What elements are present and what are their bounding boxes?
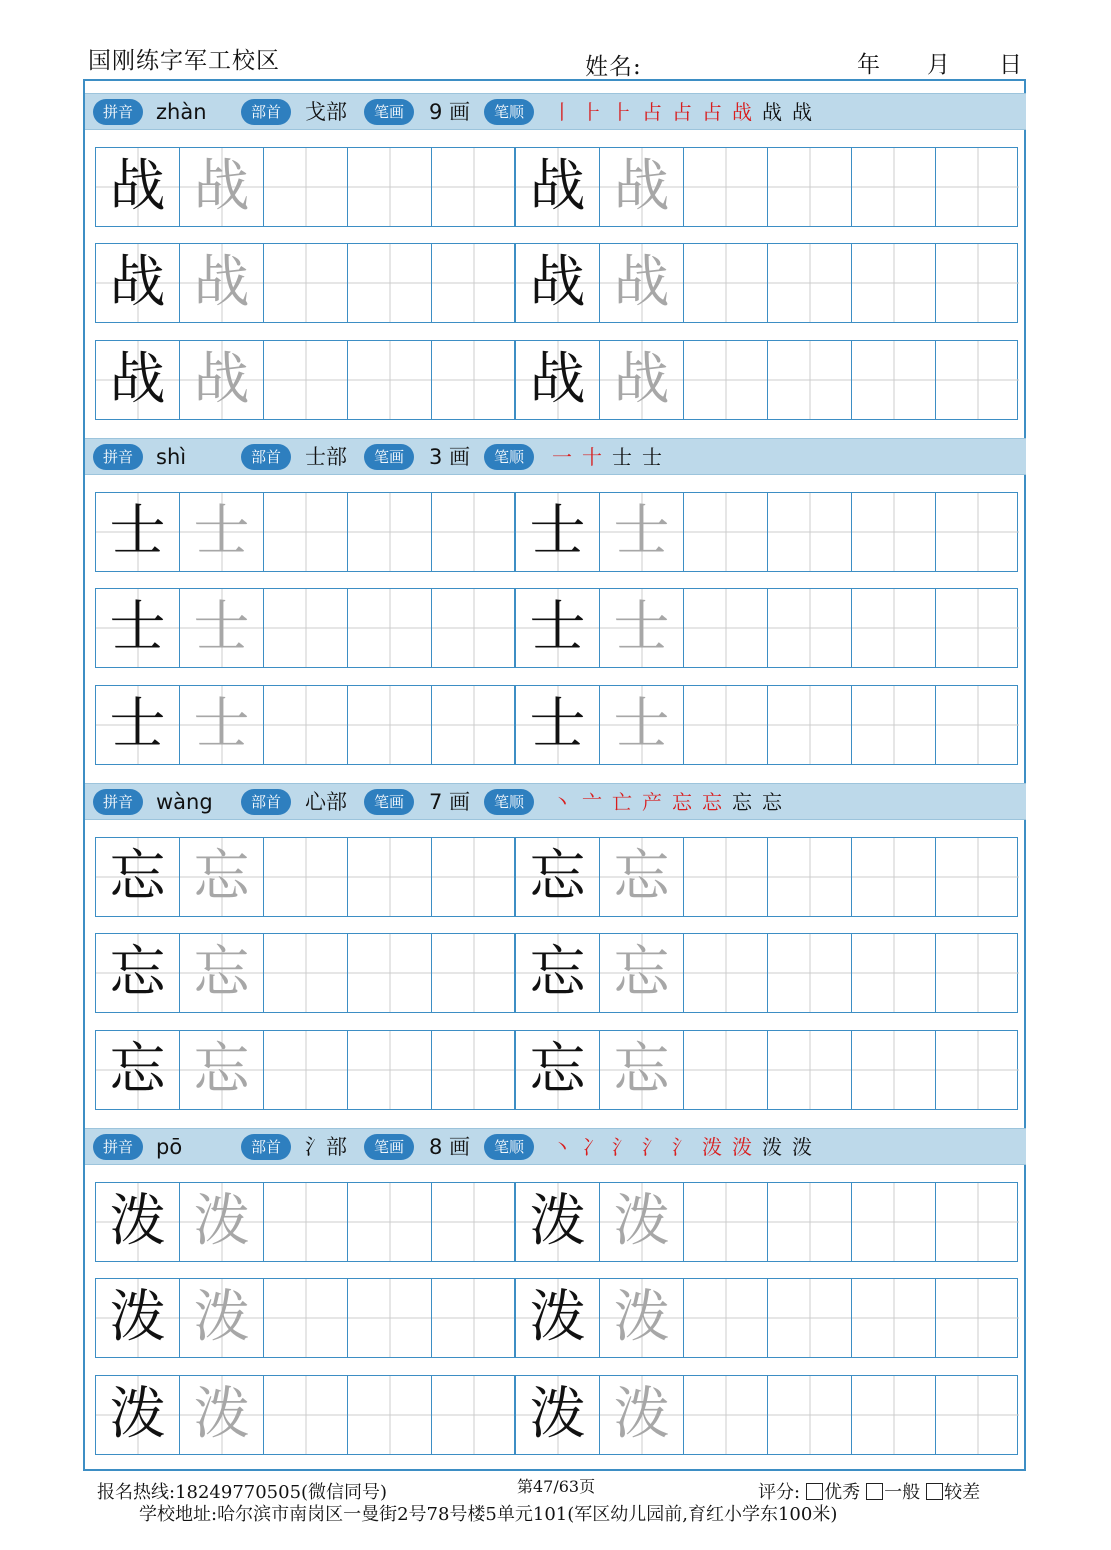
trace-character: 士	[193, 499, 250, 564]
practice-cell[interactable]	[348, 148, 432, 226]
practice-cell[interactable]	[180, 838, 264, 916]
radical-value: 戈部	[305, 100, 347, 124]
model-character: 忘	[529, 844, 586, 909]
practice-cell[interactable]	[180, 493, 264, 571]
practice-row	[95, 837, 1018, 917]
rating-option-average: 一般	[884, 1482, 921, 1503]
practice-cell[interactable]	[264, 686, 348, 764]
stroke-step: 氵	[672, 1135, 693, 1159]
month-label: 月	[927, 52, 950, 78]
model-character: 战	[109, 154, 166, 219]
stroke-step: 泼	[792, 1135, 813, 1159]
stroke-step: 战	[732, 100, 753, 124]
trace-character: 泼	[193, 1285, 250, 1350]
practice-cell[interactable]	[264, 244, 348, 322]
practice-cell[interactable]	[96, 934, 180, 1012]
practice-cell[interactable]	[852, 934, 936, 1012]
stroke-step: 亠	[582, 790, 603, 814]
practice-cell[interactable]	[180, 686, 264, 764]
trace-character: 忘	[193, 844, 250, 909]
practice-cell[interactable]	[516, 589, 600, 667]
model-character: 泼	[529, 1285, 586, 1350]
practice-cell[interactable]	[684, 1031, 768, 1109]
stroke-step: 战	[792, 100, 813, 124]
practice-row	[95, 1030, 1018, 1110]
practice-cell[interactable]	[600, 1376, 684, 1454]
practice-cell[interactable]	[96, 686, 180, 764]
model-character: 战	[109, 347, 166, 412]
name-label: 姓名:	[585, 54, 642, 80]
radical-value: 心部	[305, 790, 347, 814]
year-label: 年	[857, 52, 880, 78]
trace-character: 战	[193, 250, 250, 315]
practice-row	[95, 1182, 1018, 1262]
practice-cell[interactable]	[936, 493, 1019, 571]
practice-cell[interactable]	[600, 589, 684, 667]
practice-cell[interactable]	[432, 148, 516, 226]
practice-cell[interactable]	[768, 589, 852, 667]
practice-row	[95, 933, 1018, 1013]
practice-cell[interactable]	[264, 1376, 348, 1454]
practice-cell[interactable]	[180, 1031, 264, 1109]
radical-value: 士部	[305, 445, 347, 469]
stroke-count-value: 8 画	[429, 1135, 471, 1159]
model-character: 士	[529, 499, 586, 564]
practice-row	[95, 588, 1018, 668]
practice-cell[interactable]	[264, 1031, 348, 1109]
practice-cell[interactable]	[768, 341, 852, 419]
practice-cell[interactable]	[684, 493, 768, 571]
practice-cell[interactable]	[768, 1031, 852, 1109]
radical-tag: 部首	[241, 99, 291, 125]
school-address: 学校地址:哈尔滨市南岗区一曼街2号78号楼5单元101(军区幼儿园前,育红小学东100米)	[139, 1504, 838, 1525]
trace-character: 战	[613, 347, 670, 412]
model-character: 泼	[109, 1382, 166, 1447]
stroke-order-tag: 笔顺	[484, 789, 534, 815]
practice-cell[interactable]	[936, 589, 1019, 667]
rating-label: 评分:	[758, 1482, 801, 1503]
character-info-bar	[85, 1128, 1026, 1165]
practice-cell[interactable]	[96, 244, 180, 322]
practice-cell[interactable]	[348, 1183, 432, 1261]
practice-cell[interactable]	[264, 934, 348, 1012]
practice-cell[interactable]	[936, 1376, 1019, 1454]
model-character: 战	[529, 250, 586, 315]
practice-cell[interactable]	[180, 1376, 264, 1454]
practice-cell[interactable]	[516, 838, 600, 916]
practice-row	[95, 685, 1018, 765]
stroke-step: 丨	[552, 100, 573, 124]
practice-cell[interactable]	[348, 589, 432, 667]
character-section	[83, 783, 1028, 1128]
practice-cell[interactable]	[180, 934, 264, 1012]
rating-option-excellent: 优秀	[824, 1482, 861, 1503]
practice-cell[interactable]	[852, 1031, 936, 1109]
practice-cell[interactable]	[348, 244, 432, 322]
trace-character: 忘	[193, 940, 250, 1005]
model-character: 忘	[529, 1037, 586, 1102]
hotline-text: 报名热线:18249770505(微信同号)	[97, 1482, 388, 1503]
practice-cell[interactable]	[936, 838, 1019, 916]
stroke-step: 氵	[612, 1135, 633, 1159]
character-section	[83, 438, 1028, 783]
practice-cell[interactable]	[348, 341, 432, 419]
practice-cell[interactable]	[852, 244, 936, 322]
trace-character: 战	[193, 347, 250, 412]
practice-cell[interactable]	[432, 1376, 516, 1454]
trace-character: 忘	[193, 1037, 250, 1102]
stroke-step: 泼	[732, 1135, 753, 1159]
practice-cell[interactable]	[96, 838, 180, 916]
practice-cell[interactable]	[96, 589, 180, 667]
practice-cell[interactable]	[768, 1279, 852, 1357]
stroke-count-tag: 笔画	[364, 444, 414, 470]
practice-cell[interactable]	[768, 686, 852, 764]
stroke-step: 氵	[642, 1135, 663, 1159]
practice-cell[interactable]	[852, 686, 936, 764]
day-label: 日	[999, 52, 1022, 78]
model-character: 士	[529, 692, 586, 757]
model-character: 忘	[109, 940, 166, 1005]
practice-cell[interactable]	[684, 1183, 768, 1261]
practice-cell[interactable]	[264, 341, 348, 419]
practice-cell[interactable]	[180, 589, 264, 667]
stroke-order-sequence	[552, 442, 672, 472]
practice-cell[interactable]	[264, 493, 348, 571]
trace-character: 忘	[613, 940, 670, 1005]
practice-cell[interactable]	[600, 934, 684, 1012]
practice-cell[interactable]	[684, 341, 768, 419]
practice-cell[interactable]	[96, 1376, 180, 1454]
practice-cell[interactable]	[348, 686, 432, 764]
practice-cell[interactable]	[516, 1031, 600, 1109]
practice-cell[interactable]	[768, 148, 852, 226]
stroke-order-tag: 笔顺	[484, 99, 534, 125]
practice-cell[interactable]	[180, 341, 264, 419]
practice-cell[interactable]	[96, 1031, 180, 1109]
practice-cell[interactable]	[600, 493, 684, 571]
stroke-count-value: 7 画	[429, 790, 471, 814]
pinyin-value: zhàn	[156, 100, 207, 124]
practice-cell[interactable]	[516, 493, 600, 571]
rating-checkbox-poor[interactable]	[926, 1483, 943, 1500]
radical-tag: 部首	[241, 444, 291, 470]
practice-cell[interactable]	[348, 838, 432, 916]
practice-cell[interactable]	[516, 686, 600, 764]
practice-cell[interactable]	[600, 148, 684, 226]
character-info-bar	[85, 93, 1026, 130]
practice-cell[interactable]	[600, 244, 684, 322]
stroke-order-tag: 笔顺	[484, 444, 534, 470]
stroke-order-sequence	[552, 97, 822, 127]
trace-character: 忘	[613, 1037, 670, 1102]
practice-cell[interactable]	[516, 1376, 600, 1454]
stroke-step: ⺊	[612, 100, 633, 124]
practice-cell[interactable]	[96, 148, 180, 226]
character-section	[83, 93, 1028, 438]
trace-character: 泼	[613, 1189, 670, 1254]
practice-cell[interactable]	[768, 838, 852, 916]
rating-option-poor: 较差	[944, 1482, 981, 1503]
stroke-step: 忘	[672, 790, 693, 814]
practice-cell[interactable]	[516, 1183, 600, 1261]
trace-character: 忘	[613, 844, 670, 909]
practice-cell[interactable]	[852, 1279, 936, 1357]
pinyin-value: wàng	[156, 790, 213, 814]
practice-cell[interactable]	[96, 493, 180, 571]
practice-cell[interactable]	[432, 589, 516, 667]
radical-tag: 部首	[241, 789, 291, 815]
stroke-count-value: 3 画	[429, 445, 471, 469]
page-footer	[0, 1474, 1111, 1550]
stroke-step: 士	[642, 445, 663, 469]
pinyin-value: shì	[156, 445, 187, 469]
practice-cell[interactable]	[936, 148, 1019, 226]
stroke-count-tag: 笔画	[364, 99, 414, 125]
practice-cell[interactable]	[852, 341, 936, 419]
character-section	[83, 1128, 1028, 1473]
practice-cell[interactable]	[432, 493, 516, 571]
model-character: 泼	[109, 1285, 166, 1350]
trace-character: 士	[193, 595, 250, 660]
practice-cell[interactable]	[936, 934, 1019, 1012]
practice-cell[interactable]	[768, 1376, 852, 1454]
model-character: 战	[529, 347, 586, 412]
model-character: 忘	[109, 1037, 166, 1102]
practice-cell[interactable]	[684, 148, 768, 226]
practice-cell[interactable]	[180, 148, 264, 226]
pinyin-tag: 拼音	[93, 789, 143, 815]
stroke-step: 占	[672, 100, 693, 124]
practice-cell[interactable]	[768, 1183, 852, 1261]
trace-character: 士	[193, 692, 250, 757]
model-character: 泼	[529, 1382, 586, 1447]
practice-cell[interactable]	[348, 934, 432, 1012]
practice-cell[interactable]	[684, 1279, 768, 1357]
model-character: 泼	[109, 1189, 166, 1254]
model-character: 忘	[109, 844, 166, 909]
model-character: 士	[529, 595, 586, 660]
trace-character: 泼	[193, 1189, 250, 1254]
practice-cell[interactable]	[264, 148, 348, 226]
stroke-count-tag: 笔画	[364, 789, 414, 815]
rating-checkbox-average[interactable]	[866, 1483, 883, 1500]
practice-cell[interactable]	[264, 1279, 348, 1357]
character-info-bar	[85, 438, 1026, 475]
page-number: 第47/63页	[517, 1477, 596, 1496]
practice-cell[interactable]	[936, 1031, 1019, 1109]
practice-cell[interactable]	[516, 934, 600, 1012]
stroke-step: 丶	[552, 790, 573, 814]
rating-checkbox-excellent[interactable]	[806, 1483, 823, 1500]
model-character: 士	[109, 499, 166, 564]
stroke-step: ⺊	[582, 100, 603, 124]
practice-cell[interactable]	[516, 1279, 600, 1357]
practice-cell[interactable]	[432, 934, 516, 1012]
stroke-step: 产	[642, 790, 663, 814]
practice-cell[interactable]	[600, 686, 684, 764]
trace-character: 泼	[613, 1285, 670, 1350]
trace-character: 士	[613, 499, 670, 564]
practice-cell[interactable]	[684, 244, 768, 322]
trace-character: 士	[613, 692, 670, 757]
practice-cell[interactable]	[684, 589, 768, 667]
stroke-step: 占	[702, 100, 723, 124]
practice-cell[interactable]	[516, 148, 600, 226]
stroke-step: 泼	[762, 1135, 783, 1159]
stroke-step: 十	[582, 445, 603, 469]
stroke-order-sequence	[552, 1132, 822, 1162]
practice-cell[interactable]	[348, 493, 432, 571]
trace-character: 泼	[193, 1382, 250, 1447]
pinyin-tag: 拼音	[93, 444, 143, 470]
practice-cell[interactable]	[936, 244, 1019, 322]
model-character: 士	[109, 692, 166, 757]
practice-cell[interactable]	[936, 686, 1019, 764]
practice-cell[interactable]	[264, 589, 348, 667]
practice-cell[interactable]	[600, 838, 684, 916]
practice-cell[interactable]	[432, 686, 516, 764]
practice-cell[interactable]	[348, 1031, 432, 1109]
practice-cell[interactable]	[432, 341, 516, 419]
practice-cell[interactable]	[768, 244, 852, 322]
practice-cell[interactable]	[768, 934, 852, 1012]
practice-cell[interactable]	[852, 1183, 936, 1261]
practice-cell[interactable]	[852, 589, 936, 667]
practice-cell[interactable]	[600, 1031, 684, 1109]
stroke-step: 忘	[702, 790, 723, 814]
stroke-step: 亡	[612, 790, 633, 814]
practice-cell[interactable]	[96, 1279, 180, 1357]
practice-cell[interactable]	[432, 838, 516, 916]
practice-cell[interactable]	[852, 838, 936, 916]
practice-cell[interactable]	[768, 493, 852, 571]
radical-value: 氵部	[305, 1135, 347, 1159]
stroke-step: 战	[762, 100, 783, 124]
stroke-step: 忘	[762, 790, 783, 814]
practice-cell[interactable]	[852, 1376, 936, 1454]
practice-cell[interactable]	[684, 934, 768, 1012]
stroke-order-tag: 笔顺	[484, 1134, 534, 1160]
practice-cell[interactable]	[96, 341, 180, 419]
practice-row	[95, 340, 1018, 420]
stroke-step: 占	[642, 100, 663, 124]
practice-cell[interactable]	[600, 1279, 684, 1357]
model-character: 战	[109, 250, 166, 315]
model-character: 战	[529, 154, 586, 219]
trace-character: 战	[193, 154, 250, 219]
page-header	[0, 0, 1111, 80]
practice-row	[95, 1278, 1018, 1358]
practice-cell[interactable]	[180, 244, 264, 322]
practice-cell[interactable]	[936, 1183, 1019, 1261]
practice-row	[95, 492, 1018, 572]
trace-character: 士	[613, 595, 670, 660]
model-character: 士	[109, 595, 166, 660]
practice-cell[interactable]	[852, 493, 936, 571]
practice-cell[interactable]	[264, 1183, 348, 1261]
practice-cell[interactable]	[432, 1031, 516, 1109]
stroke-step: 泼	[702, 1135, 723, 1159]
practice-cell[interactable]	[180, 1183, 264, 1261]
stroke-step: 忘	[732, 790, 753, 814]
practice-cell[interactable]	[432, 1183, 516, 1261]
practice-cell[interactable]	[684, 1376, 768, 1454]
radical-tag: 部首	[241, 1134, 291, 1160]
practice-cell[interactable]	[852, 148, 936, 226]
stroke-step: 冫	[582, 1135, 603, 1159]
practice-cell[interactable]	[600, 341, 684, 419]
practice-row	[95, 147, 1018, 227]
practice-cell[interactable]	[432, 1279, 516, 1357]
trace-character: 战	[613, 250, 670, 315]
practice-cell[interactable]	[96, 1183, 180, 1261]
practice-cell[interactable]	[936, 341, 1019, 419]
pinyin-value: pō	[156, 1135, 183, 1159]
practice-cell[interactable]	[600, 1183, 684, 1261]
stroke-order-sequence	[552, 787, 792, 817]
practice-cell[interactable]	[348, 1376, 432, 1454]
practice-cell[interactable]	[180, 1279, 264, 1357]
pinyin-tag: 拼音	[93, 1134, 143, 1160]
practice-row	[95, 1375, 1018, 1455]
practice-cell[interactable]	[684, 686, 768, 764]
trace-character: 泼	[613, 1382, 670, 1447]
stroke-count-tag: 笔画	[364, 1134, 414, 1160]
stroke-step: 丶	[552, 1135, 573, 1159]
practice-cell[interactable]	[264, 838, 348, 916]
stroke-count-value: 9 画	[429, 100, 471, 124]
stroke-step: 一	[552, 445, 573, 469]
model-character: 忘	[529, 940, 586, 1005]
practice-cell[interactable]	[936, 1279, 1019, 1357]
practice-cell[interactable]	[684, 838, 768, 916]
practice-cell[interactable]	[516, 341, 600, 419]
stroke-step: 士	[612, 445, 633, 469]
trace-character: 战	[613, 154, 670, 219]
model-character: 泼	[529, 1189, 586, 1254]
practice-cell[interactable]	[348, 1279, 432, 1357]
pinyin-tag: 拼音	[93, 99, 143, 125]
character-info-bar	[85, 783, 1026, 820]
practice-row	[95, 243, 1018, 323]
practice-cell[interactable]	[432, 244, 516, 322]
practice-cell[interactable]	[516, 244, 600, 322]
school-name: 国刚练字军工校区	[88, 48, 280, 74]
